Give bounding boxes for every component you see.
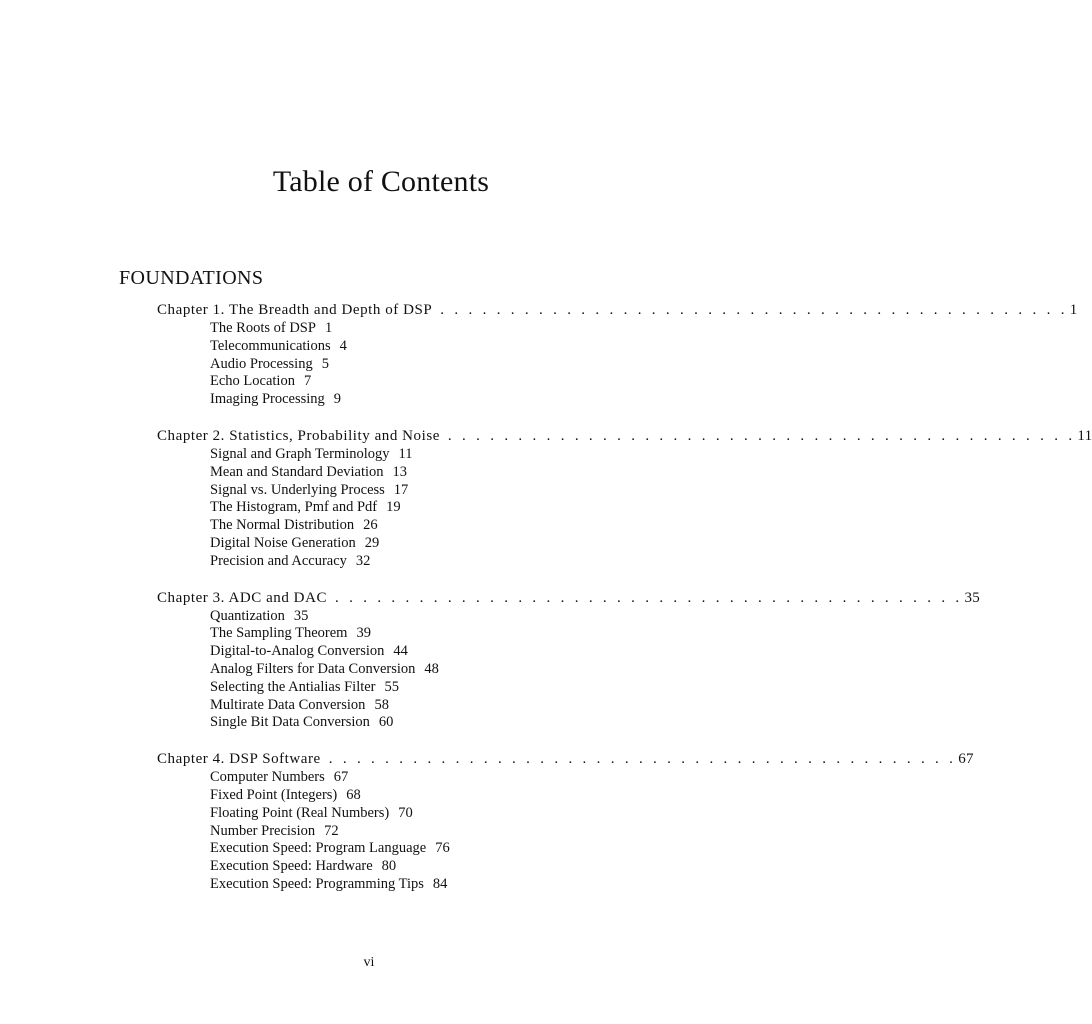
section-page-number: 11 [398, 445, 413, 462]
section-entry [210, 535, 607, 553]
dot-leader: . . . . . . . . . . . . . . . . . . . . . . . . . . . . . . . . . . . . . . . . . . . . . [440, 302, 1068, 318]
chapter-label: Chapter 2. Statistics, Probability and Noise [157, 427, 440, 444]
section-entry [210, 373, 607, 391]
section-page-number: 70 [398, 804, 413, 821]
section-entry [210, 876, 607, 894]
chapter-page-number: 1 [1069, 302, 1078, 318]
section-title: Execution Speed: Programming Tips [210, 875, 424, 892]
section-page-number: 4 [339, 337, 347, 354]
section-entry [210, 608, 607, 626]
section-page-number: 76 [435, 840, 450, 857]
section-title: The Normal Distribution [210, 517, 355, 534]
section-page-number: 17 [393, 481, 409, 498]
section-title: Digital-to-Analog Conversion [210, 643, 385, 660]
chapter-heading [157, 425, 1092, 447]
page-number-footer: vi [363, 955, 375, 970]
section-entry [210, 643, 607, 661]
section-page-number: 9 [333, 391, 342, 408]
section-list [210, 320, 607, 409]
chapter-list [157, 299, 1092, 910]
chapter-entry [157, 425, 1092, 571]
section-list [210, 608, 607, 733]
section-entry [210, 517, 607, 535]
chapter-label: Chapter 1. The Breadth and Depth of DSP [157, 302, 433, 318]
section-title: Floating Point (Real Numbers) [210, 804, 390, 821]
section-entry [210, 482, 607, 500]
section-page-number: 44 [393, 643, 408, 660]
section-page-number: 1 [324, 320, 333, 336]
section-page-number: 26 [363, 517, 378, 534]
section-page-number: 19 [386, 499, 401, 516]
section-entry [210, 787, 607, 805]
section-title: Precision and Accuracy [210, 552, 347, 569]
section-title: Fixed Point (Integers) [210, 786, 338, 803]
section-page-number: 32 [355, 552, 371, 569]
section-title: Quantization [210, 607, 285, 624]
section-page-number: 13 [392, 463, 408, 480]
section-entry [210, 356, 607, 374]
chapter-page-number: 35 [964, 589, 981, 606]
section-entry [210, 338, 607, 356]
dot-leader: . . . . . . . . . . . . . . . . . . . . . . . . . . . . . . . . . . . . . . . . . . . . . [328, 751, 957, 768]
section-entry [210, 499, 607, 517]
section-page-number: 5 [321, 355, 329, 372]
chapter-entry [157, 748, 974, 894]
section-entry [210, 697, 607, 715]
section-list [210, 446, 607, 571]
section-title: Execution Speed: Hardware [210, 858, 373, 875]
section-entry [210, 625, 607, 643]
dot-leader: . . . . . . . . . . . . . . . . . . . . . . . . . . . . . . . . . . . . . . . . . . . . . [335, 589, 963, 606]
part-title: FOUNDATIONS [119, 267, 264, 289]
section-page-number: 60 [378, 714, 394, 731]
section-title: Echo Location [210, 373, 295, 390]
section-entry [210, 661, 607, 679]
section-title: Audio Processing [210, 355, 313, 372]
section-title: Imaging Processing [210, 391, 325, 408]
dot-leader: . . . . . . . . . . . . . . . . . . . . . . . . . . . . . . . . . . . . . . . . . . . . . [447, 427, 1076, 444]
chapter-heading [157, 299, 1078, 321]
section-entry [210, 858, 607, 876]
section-page-number: 48 [424, 660, 439, 677]
section-title: Execution Speed: Program Language [210, 840, 427, 857]
section-title: Selecting the Antialias Filter [210, 678, 376, 695]
section-title: Multirate Data Conversion [210, 696, 366, 713]
section-title: Single Bit Data Conversion [210, 714, 370, 731]
section-title: Signal vs. Underlying Process [210, 481, 385, 498]
section-entry [210, 320, 607, 338]
section-entry [210, 446, 607, 464]
section-page-number: 55 [384, 678, 400, 695]
page-title: Table of Contents [272, 165, 490, 198]
section-entry [210, 805, 607, 823]
section-page-number: 35 [293, 607, 309, 624]
section-page-number: 68 [346, 786, 361, 803]
section-page-number: 58 [374, 696, 389, 713]
section-entry [210, 769, 607, 787]
section-title: Digital Noise Generation [210, 534, 356, 551]
section-title: Computer Numbers [210, 769, 325, 786]
section-title: Signal and Graph Terminology [210, 445, 390, 462]
chapter-label: Chapter 4. DSP Software [157, 751, 321, 768]
section-page-number: 84 [432, 875, 448, 892]
chapter-heading [157, 587, 981, 609]
section-entry [210, 714, 607, 732]
section-title: Analog Filters for Data Conversion [210, 660, 416, 677]
section-title: Number Precision [210, 822, 316, 839]
chapter-page-number: 11 [1077, 427, 1092, 444]
section-page-number: 29 [364, 534, 380, 551]
chapter-entry [157, 299, 1078, 409]
chapter-entry [157, 587, 981, 733]
section-title: The Roots of DSP [210, 320, 316, 336]
section-page-number: 39 [356, 625, 371, 642]
section-title: Mean and Standard Deviation [210, 463, 384, 480]
section-title: Telecommunications [210, 337, 331, 354]
section-page-number: 67 [333, 769, 349, 786]
section-entry [210, 553, 607, 571]
chapter-label: Chapter 3. ADC and DAC [157, 589, 328, 606]
section-list [210, 769, 607, 894]
section-entry [210, 840, 607, 858]
section-page-number: 80 [381, 858, 397, 875]
section-page-number: 7 [303, 373, 312, 390]
section-page-number: 72 [324, 822, 339, 839]
section-entry [210, 391, 607, 409]
section-entry [210, 679, 607, 697]
section-title: The Sampling Theorem [210, 625, 348, 642]
chapter-heading [157, 748, 974, 770]
chapter-page-number: 67 [958, 751, 974, 768]
section-entry [210, 823, 607, 841]
section-entry [210, 464, 607, 482]
section-title: The Histogram, Pmf and Pdf [210, 499, 378, 516]
